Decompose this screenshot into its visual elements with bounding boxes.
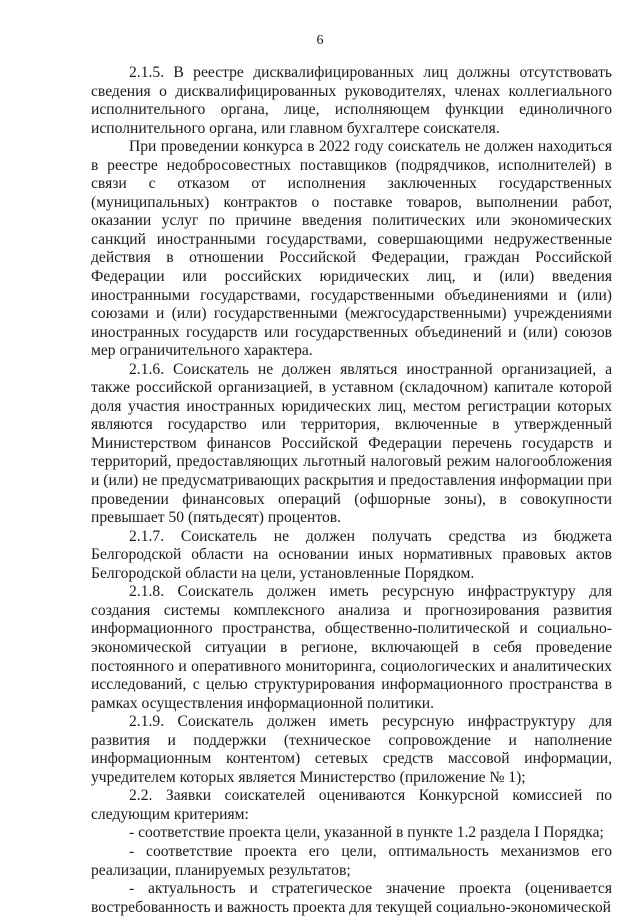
document-body <box>91 64 612 917</box>
paragraph-2-2: 2.2. Заявки соискателей оцениваются Конкурсной комиссией по следующим критериям: <box>91 787 612 823</box>
paragraph-2-1-8: 2.1.8. Соискатель должен иметь ресурсную инфраструктуру для создания системы комплексного анализа и прогнозирования развития информационного пространства, общественно-политической и социально-экономической ситуации в регионе, включающей в себя проведение постоянного и оперативного мониторинга, социологических и аналитических исследований, с целью структурирования информационного пространства в рамках осуществления информационной политики. <box>91 583 612 712</box>
page-number: 6 <box>316 33 324 48</box>
criteria-item-relevance: - актуальность и стратегическое значение проекта (оценивается востребованность и важность проекта для текущей социально-экономической <box>91 880 612 916</box>
paragraph-2-1-7: 2.1.7. Соискатель не должен получать средства из бюджета Белгородской области на основании иных нормативных правовых актов Белгородской области на цели, установленные Порядком. <box>91 527 612 582</box>
paragraph-2022-condition: При проведении конкурса в 2022 году соискатель не должен находиться в реестре недобросовестных поставщиков (подрядчиков, исполнителей) в связи с отказом от исполнения заключенных государственных (муниципальных) контрактов о поставке товаров, выполнении работ, оказании услуг по причине введения политических или экономических санкций иностранными государствами, совершающими недружественные действия в отношении Российской Федерации, граждан Российской Федерации или российских юридических лиц, и (или) введения иностранными государствами, государственными объединениями и (или) союзами и (или) государственными (межгосударственными) учреждениями иностранных государств или государственных объединений и (или) союзов мер ограничительного характера. <box>91 138 612 360</box>
criteria-item-goal-match: - соответствие проекта цели, указанной в пункте 1.2 раздела I Порядка; <box>129 824 604 842</box>
paragraph-2-1-9: 2.1.9. Соискатель должен иметь ресурсную инфраструктуру для развития и поддержки (техническое сопровождение и наполнение информационным контентом) сетевых средств массовой информации, учредителем которых является Министерство (приложение № 1); <box>91 713 612 786</box>
paragraph-2-1-5: 2.1.5. В реестре дисквалифицированных лиц должны отсутствовать сведения о дисквалифицированных руководителях, членах коллегиального исполнительного органа, лице, исполняющем функции единоличного исполнительного органа, или главном бухгалтере соискателя. <box>91 64 612 137</box>
paragraph-2-1-6: 2.1.6. Соискатель не должен являться иностранной организацией, а также российской организацией, в уставном (складочном) капитале которой доля участия иностранных юридических лиц, местом регистрации которых являются государство или территория, включенные в утвержденный Министерством финансов Российской Федерации перечень государств и территорий, предоставляющих льготный налоговый режим налогообложения и (или) не предусматривающих раскрытия и предоставления информации при проведении финансовых операций (офшорные зоны), в совокупности превышает 50 (пятьдесят) процентов. <box>91 360 612 527</box>
criteria-item-mechanisms: - соответствие проекта его цели, оптимальность механизмов его реализации, планируемых результатов; <box>91 842 612 879</box>
